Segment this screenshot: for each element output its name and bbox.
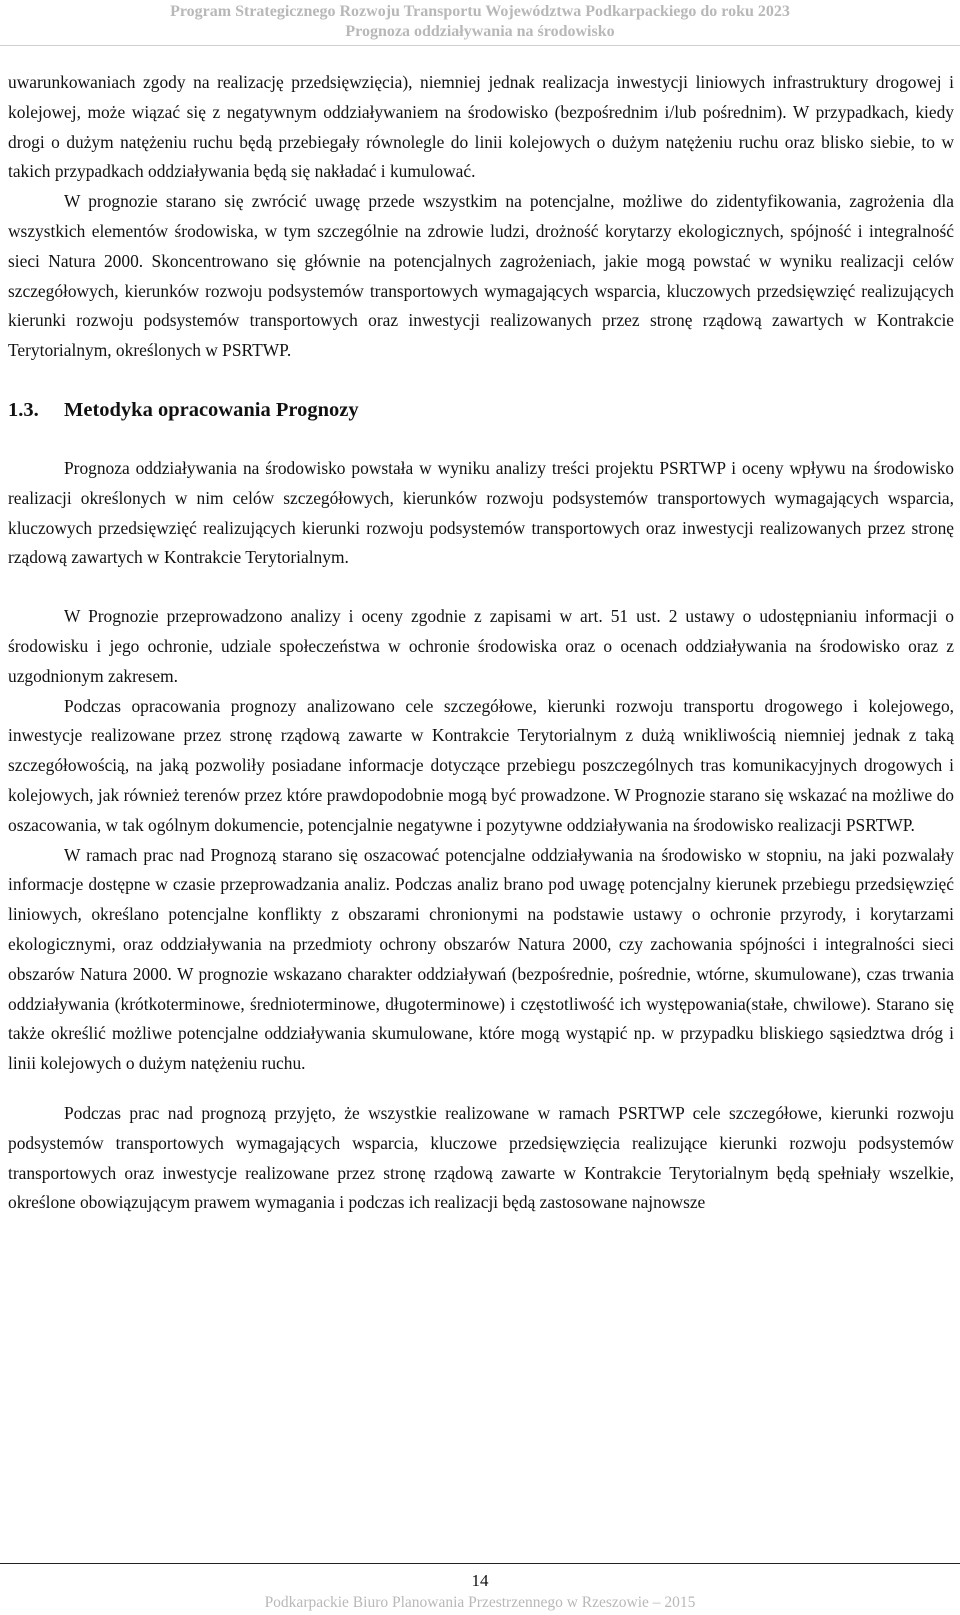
footer-publisher: Podkarpackie Biuro Planowania Przestrzennego w Rzeszowie – 2015 <box>264 1594 696 1611</box>
page-header <box>0 0 960 46</box>
paragraph-threats: W prognozie starano się zwrócić uwagę przede wszystkim na potencjalne, możliwe do zidentyfikowania, zagrożenia dla wszystkich elementów środowiska, w tym szczególnie na zdrowie ludzi, drożność korytarzy ekologicznych, spójność i integralność sieci Natura 2000. Skoncentrowano się głównie na potencjalnych zagrożeniach, jakie mogą powstać w wyniku realizacji celów szczegółowych, kierunków rozwoju podsystemów transportowych wymagających wsparcia, kluczowych przedsięwzięć realizujących kierunki rozwoju podsystemów transportowych oraz inwestycji realizowanych przez stronę rządową zawartych w Kontrakcie Terytorialnym, określonych w PSRTWP. <box>8 191 954 361</box>
paragraph-origin: Prognoza oddziaływania na środowisko powstała w wyniku analizy treści projektu PSRTWP i oceny wpływu na środowisko realizacji określonych w nim celów szczegółowych, kierunków rozwoju podsystemów transportowych wymagających wsparcia, kluczowych przedsięwzięć realizujących kierunki rozwoju podsystemów transportowych oraz inwestycji realizowanych przez stronę rządową zawartych w Kontrakcie Terytorialnym. <box>8 457 954 568</box>
spacer <box>8 425 954 454</box>
spacer <box>8 1079 954 1099</box>
paragraph-legal-basis: W Prognozie przeprowadzono analizy i oceny zgodnie z zapisami w art. 51 ust. 2 ustawy o udostępnianiu informacji o środowisku i jego ochronie, udziale społeczeństwa w ochronie środowiska oraz o ocenach oddziaływania na środowisko oraz z uzgodnionym zakresem. <box>8 606 954 686</box>
header-divider <box>0 45 960 46</box>
page-number: 14 <box>471 1571 489 1590</box>
paragraph-impact-estimation: W ramach prac nad Prognozą starano się oszacować potencjalne oddziaływania na środowisko w stopniu, na jaki pozwalały informacje dostępne w czasie przeprowadzania analiz. Podczas analiz brano pod uwagę potencjalny kierunek przebiegu przedsięwzięć liniowych, określano potencjalne konflikty z obszarami chronionymi na podstawie ustawy o ochronie przyrody, i korytarzami ekologicznymi, oraz oddziaływania na przedmioty ochrony obszarów Natura 2000, czy zachowania spójności i integralności sieci obszarów Natura 2000. W prognozie wskazano charakter oddziaływań (bezpośrednie, pośrednie, wtórne, skumulowane), czas trwania oddziaływania (krótkoterminowe, średnioterminowe, długoterminowe) i częstotliwość ich występowania(stałe, chwilowe). Starano się także określić możliwe potencjalne oddziaływania skumulowane, które mogą wystąpić np. w przypadku bliskiego sąsiedztwa dróg i linii kolejowych o dużym natężeniu ruchu. <box>8 844 954 1074</box>
paragraph-analysis: Podczas opracowania prognozy analizowano cele szczegółowe, kierunki rozwoju transportu drogowego i kolejowego, inwestycje realizowane przez stronę rządową zawarte w Kontrakcie Terytorialnym z dużą wnikliwością niemniej jednak z taką szczegółowością, na jaką pozwoliły posiadane informacje dotyczące przebiegu poszczególnych tras komunikacyjnych drogowych i kolejowych, jak również terenów przez które prawdopodobnie mogą być prowadzone. W Prognozie starano się wskazać na możliwe do oszacowania, w tak ogólnym dokumencie, potencjalnie negatywne i pozytywne oddziaływania na środowisko realizacji PSRTWP. <box>8 695 954 835</box>
header-title: Program Strategicznego Rozwoju Transportu Województwa Podkarpackiego do roku 2023 <box>170 3 790 20</box>
document-body <box>8 68 954 1218</box>
paragraph-assumptions: Podczas prac nad prognozą przyjęto, że wszystkie realizowane w ramach PSRTWP cele szczegółowe, kierunki rozwoju podsystemów transportowych wymagających wsparcia, kluczowe przedsięwzięcia realizujące kierunki rozwoju podsystemów transportowych oraz inwestycje realizowane przez stronę rządową zawarte w Kontrakcie Terytorialnym będą spełniały wszelkie, określone obowiązującym prawem wymagania i podczas ich realizacji będą zastosowane najnowsze <box>8 1102 954 1213</box>
spacer <box>8 366 954 395</box>
paragraph-continuation: uwarunkowaniach zgody na realizację przedsięwzięcia), niemniej jednak realizacja inwestycji liniowych infrastruktury drogowej i kolejowej, może wiązać się z negatywnym oddziaływaniem na środowisko (bezpośrednim i/lub pośrednim). W przypadkach, kiedy drogi o dużym natężeniu ruchu będą przebiegały równolegle do linii kolejowych o dużym natężeniu ruchu oraz blisko siebie, to w takich przypadkach oddziaływania będą się nakładać i kumulować. <box>8 72 954 182</box>
section-title: Metodyka opracowania Prognozy <box>64 398 359 421</box>
footer-divider <box>0 1563 960 1564</box>
header-subtitle: Prognoza oddziaływania na środowisko <box>345 23 615 40</box>
spacer <box>8 573 954 602</box>
section-number: 1.3. <box>8 398 39 421</box>
section-heading <box>8 395 954 425</box>
